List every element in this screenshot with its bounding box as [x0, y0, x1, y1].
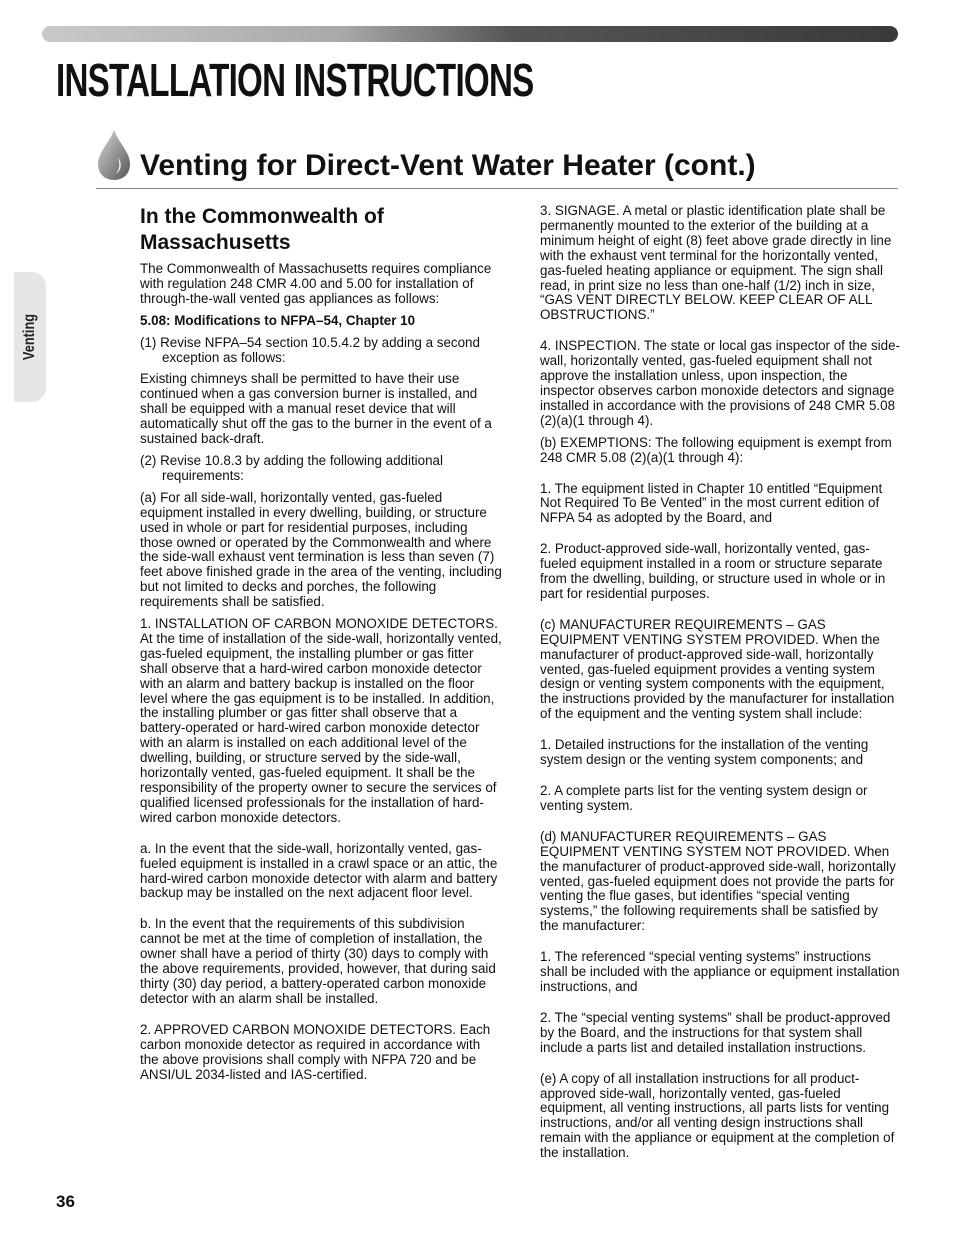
- paragraph: b. In the event that the requirements of this subdivision cannot be met at the time of completion of installation, the owner shall have a period of thirty (30) days to comply with the above requirements, provided, however, that during said thirty (30) day period, a battery-operated carbon monoxide detector with an alarm shall be installed.: [140, 916, 496, 1006]
- page-number: 36: [56, 1192, 75, 1211]
- left-column: [140, 204, 502, 1089]
- side-tab-label: Venting: [21, 313, 38, 361]
- page-title: INSTALLATION INSTRUCTIONS: [56, 54, 534, 106]
- right-column: [540, 204, 900, 1168]
- paragraph: (a) For all side-wall, horizontally vented, gas-fueled equipment installed in every dwelling, building, or structure used in whole or part for residential purposes, including those owned or operated by the Commonwealth and where the side-wall exhaust vent termination is less than seven (7) feet above finished grade in the area of the venting, including but not limited to decks and porches, the following requirements shall be satisfied.: [140, 489, 502, 610]
- paragraph: (e) A copy of all installation instructions for all product-approved side-wall, horizontally vented, gas-fueled equipment, all venting instructions, all parts lists for venting instructions, and/or all venting design instructions shall remain with the appliance or equipment at the completion of the installation.: [540, 1070, 895, 1161]
- section-title: Venting for Direct-Vent Water Heater (cont.): [140, 149, 756, 182]
- paragraph: 2. Product-approved side-wall, horizontally vented, gas-fueled equipment installed in a room or structure separate from the dwelling, building, or structure used in whole or in part for residential purposes.: [540, 541, 886, 601]
- paragraph: (d) MANUFACTURER REQUIREMENTS – GAS EQUIPMENT VENTING SYSTEM NOT PROVIDED. When the manufacturer of product-approved side-wall, horizontally vented, gas-fueled equipment does not provide the parts for venting the flue gases, but identifies “special venting systems,” the following requirements shall be satisfied by the manufacturer:: [540, 828, 896, 934]
- paragraph: 2. APPROVED CARBON MONOXIDE DETECTORS. Each carbon monoxide detector as required in accordance with the above provisions shall comply with NFPA 720 and be ANSI/UL 2034-listed and IAS-certified.: [140, 1021, 491, 1082]
- paragraph: (c) MANUFACTURER REQUIREMENTS – GAS EQUIPMENT VENTING SYSTEM PROVIDED. When the manufacturer of product-approved side-wall, horizontally vented, gas-fueled equipment provides a venting system design or venting system components with the equipment, the instructions provided by the manufacturer for installation of the equipment and the venting system shall include:: [540, 616, 895, 722]
- paragraph: a. In the event that the side-wall, horizontally vented, gas-fueled equipment is installed in a crawl space or an attic, the hard-wired carbon monoxide detector with alarm and battery backup may be installed on the next adjacent floor level.: [140, 840, 498, 901]
- subsection-title: In the Commonwealth of Massachusetts: [140, 205, 384, 254]
- paragraph: 1. The equipment listed in Chapter 10 entitled “Equipment Not Required To Be Vented” in the most current edition of NFPA 54 as adopted by the Board, and: [540, 480, 883, 526]
- paragraph: Existing chimneys shall be permitted to have their use continued when a gas conversion burner is installed, and shall be equipped with a manual reset device that will automatically shut off the gas to the burner in the event of a sustained back-draft.: [140, 371, 492, 447]
- paragraph: The Commonwealth of Massachusetts requires compliance with regulation 248 CMR 4.00 and 5.00 for installation of through-the-wall vented gas appliances as follows:: [140, 261, 492, 306]
- section-divider: [96, 188, 898, 189]
- side-tab-venting: [14, 272, 46, 402]
- paragraph: 4. INSPECTION. The state or local gas inspector of the side-wall, horizontally vented, gas-fueled equipment shall not approve the installation unless, upon inspection, the inspector observes carbon monoxide detectors and signage installed in accordance with the provisions of 248 CMR 5.08 (2)(a)(1 through 4).: [540, 338, 900, 428]
- paragraph: 1. Detailed instructions for the installation of the venting system design or the venting system components; and: [540, 737, 869, 768]
- paragraph-heading: 5.08: Modifications to NFPA–54, Chapter 10: [140, 312, 416, 328]
- paragraph: (2) Revise 10.8.3 by adding the following additional requirements:: [140, 452, 443, 483]
- header-bar: [42, 26, 898, 42]
- paragraph: (b) EXEMPTIONS: The following equipment is exempt from 248 CMR 5.08 (2)(a)(1 through 4):: [540, 434, 892, 465]
- paragraph: 1. The referenced “special venting systems” instructions shall be included with the appliance or equipment installation instructions, and: [540, 949, 900, 994]
- paragraph: (1) Revise NFPA–54 section 10.5.4.2 by adding a second exception as follows:: [140, 334, 480, 365]
- paragraph: 2. A complete parts list for the venting system design or venting system.: [540, 783, 868, 813]
- water-drop-icon: [96, 128, 132, 182]
- paragraph: 3. SIGNAGE. A metal or plastic identification plate shall be permanently mounted to the exterior of the building at a minimum height of eight (8) feet above grade directly in line with the exhaust vent terminal for the horizontally vented, gas-fueled heating appliance or equipment. The sign shall read, in print size no less than one-half (1/2) inch in size, “GAS VENT DIRECTLY BELOW. KEEP CLEAR OF ALL OBSTRUCTIONS.”: [540, 203, 892, 323]
- paragraph: 1. INSTALLATION OF CARBON MONOXIDE DETECTORS. At the time of installation of the side-wall, horizontally vented, gas-fueled equipment, the installing plumber or gas fitter shall observe that a hard-wired carbon monoxide detector with an alarm and battery backup is installed on the floor level where the gas equipment is to be installed. In addition, the installing plumber or gas fitter shall observe that a battery-operated or hard-wired carbon monoxide detector with an alarm is installed on each additional level of the dwelling, building, or structure served by the side-wall, horizontally vented, gas-fueled equipment. It shall be the responsibility of the property owner to secure the services of qualified licensed professionals for the installation of hard-wired carbon monoxide detectors.: [140, 616, 502, 825]
- paragraph: 2. The “special venting systems” shall be product-approved by the Board, and the instructions for that system shall include a parts list and detailed installation instructions.: [540, 1009, 891, 1055]
